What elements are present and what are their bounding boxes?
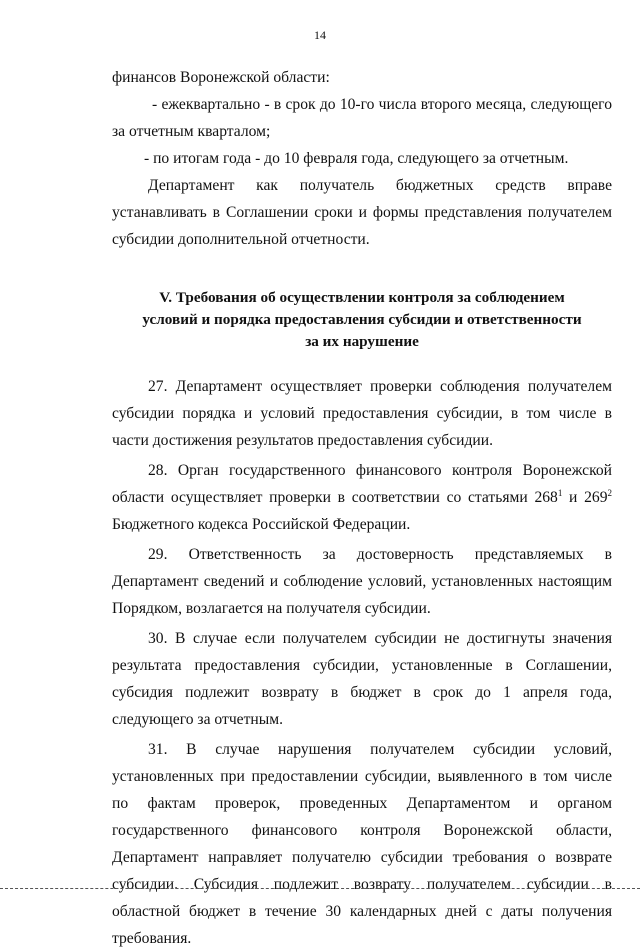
superscript-1: 1 xyxy=(557,487,563,498)
section-heading-line-3: за их нарушение xyxy=(305,333,419,350)
list-item-quarterly: - ежеквартально - в срок до 10-го числа второго месяца, следующего за отчетным кварталом; xyxy=(112,96,612,140)
paragraph-31: 31. В случае нарушения получателем субсидии условий, установленных при предоставлении субсидии, выявленного в том числе по фактам проверок, проведенных Департаментом и органом государственного финансового контроля Воронежской области, Департамент направляет получателю субсидии требования о возврате субсидии. Субсидия подлежит возврату получателем субсидии в областной бюджет в течение 30 календарных дней с даты получения требования. xyxy=(112,741,612,947)
paragraph-28-text-b: и 269 xyxy=(562,489,608,506)
paragraph-27: 27. Департамент осуществляет проверки соблюдения получателем субсидии порядка и условий предоставления субсидии, в том числе в части достижения результатов предоставления субсидии. xyxy=(112,378,612,449)
page-number: 14 xyxy=(314,28,326,42)
paragraph-text: финансов Воронежской области: xyxy=(112,69,330,86)
section-heading-line-2: условий и порядка предоставления субсидии и ответственности xyxy=(142,311,582,328)
section-heading xyxy=(112,287,612,353)
list-item-annual: - по итогам года - до 10 февраля года, следующего за отчетным. xyxy=(144,150,569,167)
paragraph-department-rights: Департамент как получатель бюджетных средств вправе устанавливать в Соглашении сроки и формы представления получателем субсидии дополнительной отчетности. xyxy=(112,177,612,248)
paragraph-28 xyxy=(112,457,612,538)
paragraph-29: 29. Ответственность за достоверность представляемых в Департамент сведений и соблюдение условий, установленных настоящим Порядком, возлагается на получателя субсидии. xyxy=(112,546,612,617)
paragraph-30: 30. В случае если получателем субсидии не достигнуты значения результата предоставления субсидии, установленные в Соглашении, субсидия подлежит возврату в бюджет в срок до 1 апреля года, следующего за отчетным. xyxy=(112,630,612,728)
section-heading-line-1: V. Требования об осуществлении контроля за соблюдением xyxy=(159,289,565,306)
document-body xyxy=(112,64,612,952)
superscript-2: 2 xyxy=(607,487,612,498)
page-bottom-divider xyxy=(0,888,640,889)
paragraph-28-text-a: 28. Орган государственного финансового контроля Воронежской области осуществляет проверки в соответствии со статьями 268 xyxy=(112,462,612,506)
paragraph-28-text-c: Бюджетного кодекса Российской Федерации. xyxy=(112,516,411,533)
